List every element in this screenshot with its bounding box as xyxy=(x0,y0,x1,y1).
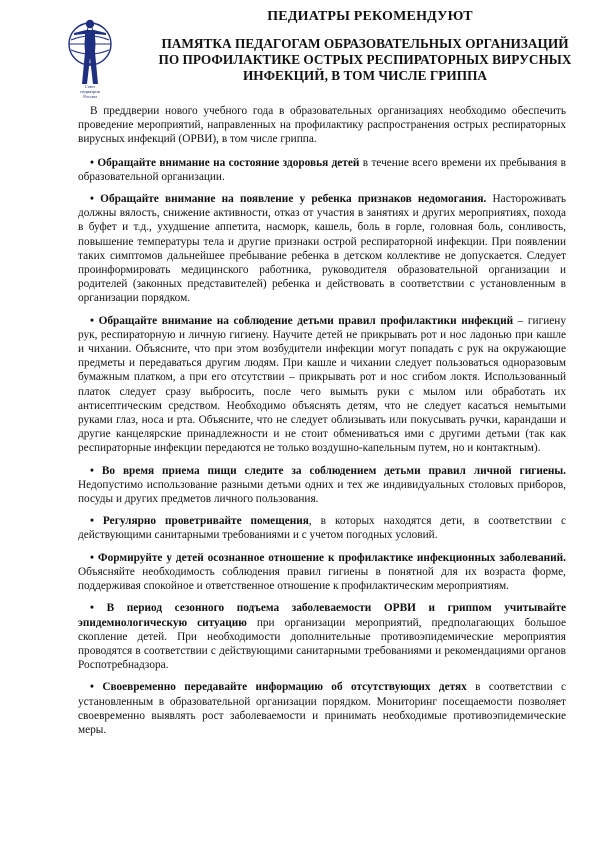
recommendation-item xyxy=(78,601,566,672)
document-title xyxy=(130,36,600,84)
recommendation-text: , в которых находятся дети, в соответствии с действующими санитарными требованиями и с учетом погодных условий. xyxy=(78,515,566,542)
logo-caption-line: педиатров xyxy=(80,89,100,94)
document-title-line: ИНФЕКЦИЙ, В ТОМ ЧИСЛЕ ГРИППА xyxy=(242,68,488,83)
recommendation-text: в течение всего времени их пребывания в образовательной организации. xyxy=(78,156,566,183)
recommendation-text: Недопустимо использование разными детьми одних и тех же индивидуальных столовых приборов, посуды и других предметов личного пользования. xyxy=(78,478,566,506)
header-title: ПЕДИАТРЫ РЕКОМЕНДУЮТ xyxy=(267,9,473,24)
recommendation-item xyxy=(78,192,566,306)
recommendation-item xyxy=(78,551,566,594)
bullet: • xyxy=(90,515,94,528)
recommendation-item xyxy=(78,514,566,542)
logo-caption-line: Союз xyxy=(84,84,96,89)
recommendation-lead: Формируйте у детей осознанное отношение к профилактике инфекционных заболеваний. xyxy=(97,551,567,564)
recommendation-lead: Своевременно передавайте информацию об отсутствующих детях xyxy=(102,681,467,694)
bullet: • xyxy=(90,602,94,615)
bullet: • xyxy=(90,156,94,169)
recommendation-item xyxy=(78,156,566,184)
recommendation-lead: Регулярно проветривайте помещения xyxy=(102,515,309,528)
logo-caption xyxy=(66,84,114,99)
recommendation-text: Объясняйте необходимость соблюдения правил гигиены в понятной для их возраста форме, поддерживая спокойное и ответственное отношение к профилактическим мероприятиям. xyxy=(78,565,566,593)
bullet: • xyxy=(90,551,94,564)
bullet: • xyxy=(90,681,94,694)
recommendation-item xyxy=(78,314,566,456)
recommendation-text: при организации мероприятий, предполагающих большое скопление детей. При необходимости дополнительные противоэпидемические мероприятия проводятся в соответствии с действующими санитарными требованиями и рекомендациями органов Роспотребнадзора. xyxy=(78,616,567,672)
recommendation-item xyxy=(78,680,566,737)
recommendation-lead: Обращайте внимание на соблюдение детьми правил профилактики инфекций xyxy=(98,314,514,327)
bullet: • xyxy=(90,464,94,477)
recommendation-item xyxy=(78,464,566,507)
bullet: • xyxy=(90,314,94,327)
recommendation-lead: Во время приема пищи следите за соблюдением детьми правил личной гигиены. xyxy=(101,464,567,477)
recommendation-lead: Обращайте внимание на состояние здоровья детей xyxy=(97,156,360,169)
document-title-line: ПАМЯТКА ПЕДАГОГАМ ОБРАЗОВАТЕЛЬНЫХ ОРГАНИЗАЦИЙ xyxy=(161,36,569,51)
document-title-line: ПО ПРОФИЛАКТИКЕ ОСТРЫХ РЕСПИРАТОРНЫХ ВИРУСНЫХ xyxy=(158,52,572,67)
logo-caption-line: России xyxy=(83,94,97,99)
recommendation-lead: В период сезонного подъема заболеваемости ОРВИ и гриппом учитывайте эпидемиологическую ситуацию xyxy=(78,602,566,629)
recommendation-text: в соответствии с установленным в образовательной организации порядком. Мониторинг посещаемости позволяет своевременно выявлять рост заболеваемости и принимать необходимые противоэпидемические меры. xyxy=(78,681,567,736)
intro-paragraph: В преддверии нового учебного года в образовательных организациях необходимо обеспечить проведение мероприятий, направленных на профилактику распространения острых респираторных вирусных инфекций (ОРВИ), в том числе гриппа. xyxy=(78,105,566,146)
document-body xyxy=(78,104,566,745)
bullet: • xyxy=(90,193,94,206)
recommendation-text: – гигиену рук, респираторную и личную гигиену. Научите детей не прикрывать рот и нос ладонью при кашле и чихании. Объясните, что при этом возбудители инфекции могут попадать с рук на окружающие предметы и передаваться другим людям. При кашле и чихании следует пользоваться одноразовым бумажным платком, а при его отсутствии – прикрывать рот и нос сгибом локтя. Использованный платок следует сразу выбросить, после чего вымыть руки с мылом или обработать их антисептическим средством. Необходимо объяснять детям, что не следует касаться немытыми руками глаз, носа и рта. Объясните, что не следует облизывать или покусывать ручки, карандаши и другие канцелярские принадлежности и не стоит обмениваться ими с другими детьми (так как респираторные инфекции передаются не только воздушно-капельным путем, но и контактным). xyxy=(78,314,566,455)
recommendation-text: Настороживать должны вялость, снижение активности, отказ от участия в занятиях и других мероприятиях, похода в буфет и т.д., ухудшение аппетита, насморк, кашель, боль в горле, головная боль, сонливость, повышение температуры тела и другие признаки острой респираторной инфекции. При появлении таких симптомов дальнейшее пребывание ребенка в детском коллективе не допускается. Следует проинформировать медицинского работника, руководителя образовательной организации и родителей (законных представителей) ребенка и действовать в соответствии с установленным в организации порядком. xyxy=(78,193,567,305)
recommendation-lead: Обращайте внимание на появление у ребенка признаков недомогания. xyxy=(100,193,487,206)
